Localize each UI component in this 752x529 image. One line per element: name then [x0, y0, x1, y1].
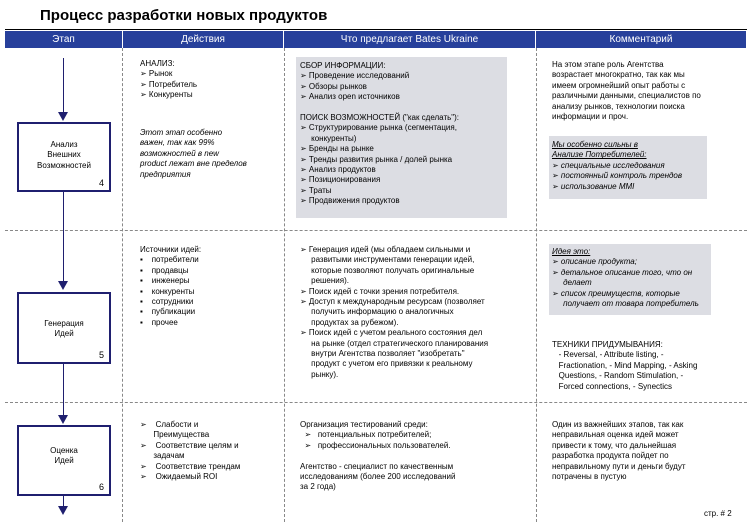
text-line: Преимущества — [140, 430, 210, 440]
column-divider — [122, 48, 123, 522]
text-line: ➢ Позиционирования — [300, 175, 381, 185]
text-line: рынку). — [300, 369, 339, 379]
text-line: product лежат вне пределов — [140, 159, 247, 169]
flow-line — [63, 190, 64, 284]
text-line: ➢ специальные исследования — [552, 160, 665, 170]
text-line: возрастает многократно, так как мы — [552, 70, 685, 80]
text-line: На этом этапе роль Агентства — [552, 60, 664, 69]
text-line: ➢ Ожидаемый ROI — [140, 472, 218, 482]
row1-actions — [140, 59, 197, 101]
text-line: потрачены в пустую — [552, 472, 627, 482]
flow-arrow — [58, 281, 68, 290]
text-line: ➢ Тренды развития рынка / долей рынка — [300, 154, 453, 164]
stage-box-generation — [17, 292, 111, 364]
text-line: ➢ Структурирование рынка (сегментация, — [300, 123, 457, 133]
text-line: Источники идей: — [140, 245, 202, 254]
text-line: ТЕХНИКИ ПРИДУМЫВАНИЯ: — [552, 340, 663, 349]
text-line: Мы особенно сильны в — [552, 140, 638, 149]
text-line: ➢ постоянный контроль трендов — [552, 171, 683, 181]
text-line: различными данными, специалистов по — [552, 91, 701, 101]
text-line: ▪ продавцы — [140, 265, 189, 275]
stage-label: Анализ — [50, 140, 78, 149]
page-title: Процесс разработки новых продуктов — [40, 7, 328, 24]
flow-arrow — [58, 415, 68, 424]
stage-box-analysis — [17, 122, 111, 192]
text-line: внутри Агентства позволяет "изобретать" — [300, 349, 465, 359]
text-line: АНАЛИЗ: — [140, 59, 175, 68]
header-offer: Что предлагает Bates Ukraine — [284, 31, 536, 48]
text-line: Этот этап особенно — [140, 128, 223, 137]
text-line: анализу рынков, технологии поиска — [552, 101, 685, 111]
text-line: ▪ прочее — [140, 317, 178, 327]
stage-number: 4 — [98, 178, 104, 188]
stage-label: Генерация — [44, 319, 84, 328]
flow-arrow — [58, 506, 68, 515]
text-line: на рынке (отдел стратегического планирования — [300, 338, 489, 348]
row2-techniques — [552, 340, 697, 392]
flow-line — [63, 362, 64, 418]
text-line: разработка продукта пойдет по — [552, 451, 669, 461]
text-line: которые позволяют получать оригинальные — [300, 265, 475, 275]
flow-arrow — [58, 112, 68, 121]
text-line: ➢ детальное описание того, что он — [552, 267, 693, 277]
text-line: ➢ потенциальных потребителей; — [300, 430, 432, 440]
page-number: стр. # 2 — [704, 509, 732, 518]
text-line: информации и проч. — [552, 112, 629, 122]
row2-actions — [140, 245, 201, 328]
text-line: ➢ Соответствие целям и — [140, 440, 239, 450]
row1-offer — [300, 61, 459, 207]
stage-label: Оценка — [50, 446, 78, 455]
text-line: ➢ Бренды на рынке — [300, 144, 374, 154]
text-line: ▪ сотрудники — [140, 297, 194, 307]
stage-label: Возможностей — [37, 160, 91, 170]
text-line: делает — [552, 278, 592, 288]
row3-offer — [300, 420, 455, 493]
text-line: решения). — [300, 276, 349, 286]
text-line: ➢ Проведение исследований — [300, 71, 410, 81]
text-line: неправильному пути и деньги будут — [552, 461, 686, 471]
header-stage: Этап — [5, 31, 123, 48]
text-line: ➢ Потребитель — [140, 79, 198, 89]
row-divider — [5, 230, 747, 231]
flow-line — [63, 58, 64, 116]
text-line: важен, так как 99% — [140, 138, 215, 148]
row1-comment-note — [552, 140, 682, 192]
column-divider — [536, 48, 537, 522]
text-line: Организация тестирований среди: — [300, 420, 428, 429]
row1-comment — [552, 60, 701, 122]
text-line: ПОИСК ВОЗМОЖНОСТЕЙ ("как сделать"): — [300, 113, 460, 123]
text-line: ➢ описание продукта; — [552, 257, 637, 267]
stage-label: Внешних — [47, 150, 81, 160]
stage-number: 5 — [98, 350, 104, 360]
stage-label: Идей — [54, 329, 74, 339]
text-line: ➢ Доступ к международным ресурсам (позволяет — [300, 297, 485, 307]
text-line: ➢ Конкуренты — [140, 90, 193, 100]
text-line: ➢ Обзоры рынков — [300, 81, 367, 91]
text-line: ➢ Траты — [300, 185, 332, 195]
text-line — [300, 103, 459, 113]
text-line: ➢ Соответствие трендам — [140, 461, 241, 471]
stage-number: 6 — [98, 482, 104, 492]
text-line: ➢ Генерация идей (мы обладаем сильными и — [300, 245, 471, 254]
text-line — [300, 451, 455, 461]
text-line: ➢ использование MMI — [552, 181, 635, 191]
header-actions: Действия — [123, 31, 284, 48]
text-line: развитыми инструментами генерации идей, — [300, 255, 475, 265]
row2-comment-note — [552, 247, 699, 309]
text-line: ▪ публикации — [140, 307, 196, 317]
text-line: ▪ потребители — [140, 255, 199, 265]
text-line: ➢ Поиск идей с учетом реального состояния дел — [300, 328, 483, 338]
text-line: конкуренты) — [300, 133, 357, 143]
text-line: ▪ конкуренты — [140, 286, 195, 296]
text-line: СБОР ИНФОРМАЦИИ: — [300, 61, 386, 70]
text-line: продуктах за рубежом). — [300, 317, 399, 327]
text-line: Анализе Потребителей: — [552, 150, 647, 160]
row2-offer — [300, 245, 488, 380]
text-line: получает от товара потребитель — [552, 299, 699, 309]
text-line: Fractionation, - Mind Mapping, - Asking — [552, 360, 698, 370]
text-line: возможностей в new — [140, 148, 219, 158]
text-line: ➢ Слабости и — [140, 420, 199, 429]
text-line: за 2 года) — [300, 482, 336, 492]
text-line: предприятия — [140, 169, 191, 179]
title-underline — [5, 29, 747, 30]
text-line: исследованиям (более 200 исследований — [300, 472, 456, 482]
text-line: продукт с учетом его привязки к реальному — [300, 359, 473, 369]
text-line: Один из важнейших этапов, так как — [552, 420, 684, 429]
text-line: получить информацию о аналогичных — [300, 307, 454, 317]
text-line: ➢ Продвижения продуктов — [300, 196, 400, 206]
text-line: задачам — [140, 451, 185, 461]
text-line: Агентство - специалист по качественным — [300, 461, 454, 471]
row1-actions-note — [140, 128, 247, 180]
column-divider — [284, 48, 285, 522]
text-line: неправильная оценка идей может — [552, 430, 679, 440]
header-comment: Комментарий — [536, 31, 746, 48]
text-line: ➢ Анализ open источников — [300, 92, 400, 102]
text-line: имеем огромнейший опыт работы с — [552, 80, 686, 90]
row3-actions — [140, 420, 240, 482]
row3-comment — [552, 420, 686, 482]
stage-box-evaluation — [17, 425, 111, 496]
text-line: ▪ инженеры — [140, 276, 190, 286]
text-line: ➢ список преимуществ, которые — [552, 288, 680, 298]
text-line: ➢ Анализ продуктов — [300, 165, 376, 175]
stage-label: Идей — [54, 456, 74, 466]
text-line: Forced connections, - Synectics — [552, 381, 673, 391]
text-line: ➢ Поиск идей с точки зрения потребителя. — [300, 286, 460, 296]
text-line: Questions, - Random Stimulation, - — [552, 371, 684, 381]
text-line: Идея это: — [552, 247, 591, 256]
text-line: ➢ Рынок — [140, 69, 173, 79]
row-divider — [5, 402, 747, 403]
text-line: привести к тому, что дальнейшая — [552, 440, 677, 450]
text-line: - Reversal, - Attribute listing, - — [552, 350, 664, 360]
text-line: ➢ профессиональных пользователей. — [300, 440, 451, 450]
